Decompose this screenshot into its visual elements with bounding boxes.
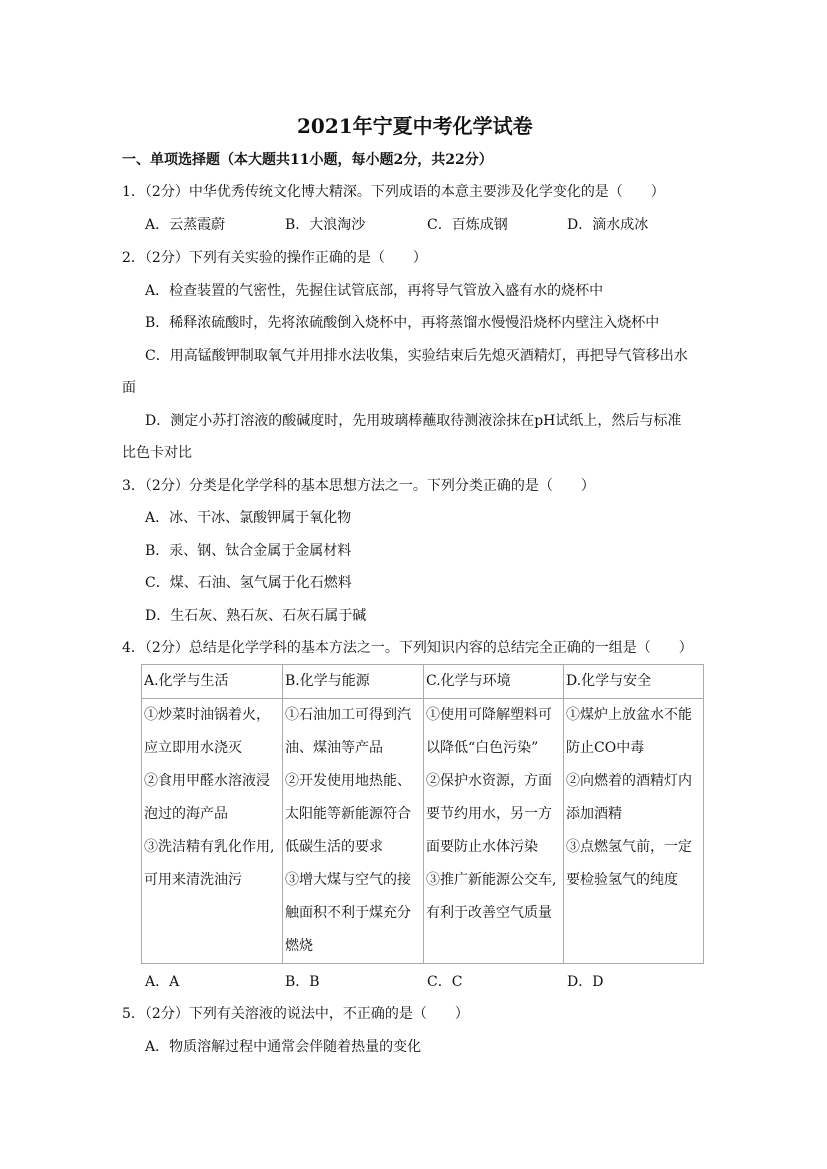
q4-option-a: A．A [145,974,180,990]
q4-cell-d-line: 防止CO中毒 [566,740,645,756]
q4-header-row [142,665,704,699]
q3-option-d: D．生石灰、熟石灰、石灰石属于碱 [145,608,367,624]
q4-header-a: A.化学与生活 [142,665,283,699]
q4-header-b: B.化学与能源 [283,665,424,699]
exam-title: 2021年宁夏中考化学试卷 [297,114,533,138]
q1-option-a: A．云蒸霞蔚 [145,217,226,233]
q4-cell-c-line: ①使用可降解塑料可 [426,707,552,723]
q5-stem: 5．（2分）下列有关溶液的说法中，不正确的是（ ） [122,1006,469,1022]
q4-cell-b-line: 低碳生活的要求 [285,839,383,855]
q4-cell-c-line: 有利于改善空气质量 [426,905,552,921]
q4-option-c: C．C [427,974,463,990]
q4-cell-a-line: ①炒菜时油锅着火， [144,707,270,723]
q4-cell-d-line: ①煤炉上放盆水不能 [566,707,692,723]
q4-cell-d-line: 要检验氢气的纯度 [566,872,678,888]
q4-cell-d-line: ②向燃着的酒精灯内 [566,773,692,789]
q4-cell-b-line: ②开发使用地热能、 [285,773,411,789]
q3-stem: 3．（2分）分类是化学学科的基本思想方法之一。下列分类正确的是（ ） [122,478,595,494]
q4-cell-b-line: ①石油加工可得到汽 [285,707,411,723]
q2-stem: 2．（2分）下列有关实验的操作正确的是（ ） [122,250,427,266]
q4-cell-a-line: ③洗洁精有乳化作用, [144,839,275,855]
q4-cell-b-line: 燃烧 [285,938,313,954]
q4-option-d: D．D [567,974,604,990]
q2-option-c-line2: 面 [122,380,136,396]
q4-content-row [142,699,704,964]
q2-option-c-line1: C．用高锰酸钾制取氧气并用排水法收集，实验结束后先熄灭酒精灯，再把导气管移出水 [145,348,688,364]
q4-cell-b-line: 油、煤油等产品 [285,740,383,756]
q4-cell-a-line: ②食用甲醛水溶液浸 [144,773,270,789]
q4-header-c: C.化学与环境 [424,665,564,699]
q1-option-d: D．滴水成冰 [567,217,649,233]
q4-cell-a-line: 泡过的海产品 [144,806,228,822]
q4-cell-d-line: 添加酒精 [566,806,622,822]
q4-stem: 4．（2分）总结是化学学科的基本方法之一。下列知识内容的总结完全正确的一组是（ ） [122,640,693,656]
q4-cell-d [564,699,704,964]
q4-cell-b [283,699,424,964]
q4-cell-c-line: ②保护水资源，方面 [426,773,552,789]
q4-cell-c [424,699,564,964]
q4-cell-c-line: 面要防止水体污染 [426,839,538,855]
q4-header-d: D.化学与安全 [564,665,704,699]
q4-cell-b-line: 太阳能等新能源符合 [285,806,411,822]
q3-option-c: C．煤、石油、氢气属于化石燃料 [145,575,352,591]
q2-option-b: B．稀释浓硫酸时，先将浓硫酸倒入烧杯中，再将蒸馏水慢慢沿烧杯内壁注入烧杯中 [145,315,660,331]
q4-cell-a-line: 应立即用水浇灭 [144,740,242,756]
q4-cell-a [142,699,283,964]
q2-option-d-line1: D．测定小苏打溶液的酸碱度时，先用玻璃棒蘸取待测液涂抹在pH试纸上，然后与标准 [145,413,682,429]
q4-cell-c-line: ③推广新能源公交车, [426,872,557,888]
q4-cell-c-line: 要节约用水，另一方 [426,806,552,822]
q4-table [141,664,704,964]
q4-cell-b-line: ③增大煤与空气的接 [285,872,411,888]
q4-option-b: B．B [285,974,320,990]
q4-cell-c-line: 以降低“白色污染” [426,740,539,756]
q1-stem: 1．（2分）中华优秀传统文化博大精深。下列成语的本意主要涉及化学变化的是（ ） [122,184,665,200]
q3-option-b: B．汞、钢、钛合金属于金属材料 [145,543,352,559]
q4-cell-b-line: 触面积不利于煤充分 [285,905,411,921]
q1-option-c: C．百炼成钢 [427,217,508,233]
section-heading: 一、单项选择题（本大题共11小题，每小题2分，共22分） [122,152,493,168]
q1-option-b: B．大浪淘沙 [285,217,366,233]
q4-cell-d-line: ③点燃氢气前，一定 [566,839,692,855]
q3-option-a: A．冰、干冰、氯酸钾属于氧化物 [145,510,352,526]
q2-option-d-line2: 比色卡对比 [122,445,192,461]
q2-option-a: A．检查装置的气密性，先握住试管底部，再将导气管放入盛有水的烧杯中 [145,283,604,299]
q4-cell-a-line: 可用来清洗油污 [144,872,242,888]
q5-option-a: A．物质溶解过程中通常会伴随着热量的变化 [145,1039,422,1055]
